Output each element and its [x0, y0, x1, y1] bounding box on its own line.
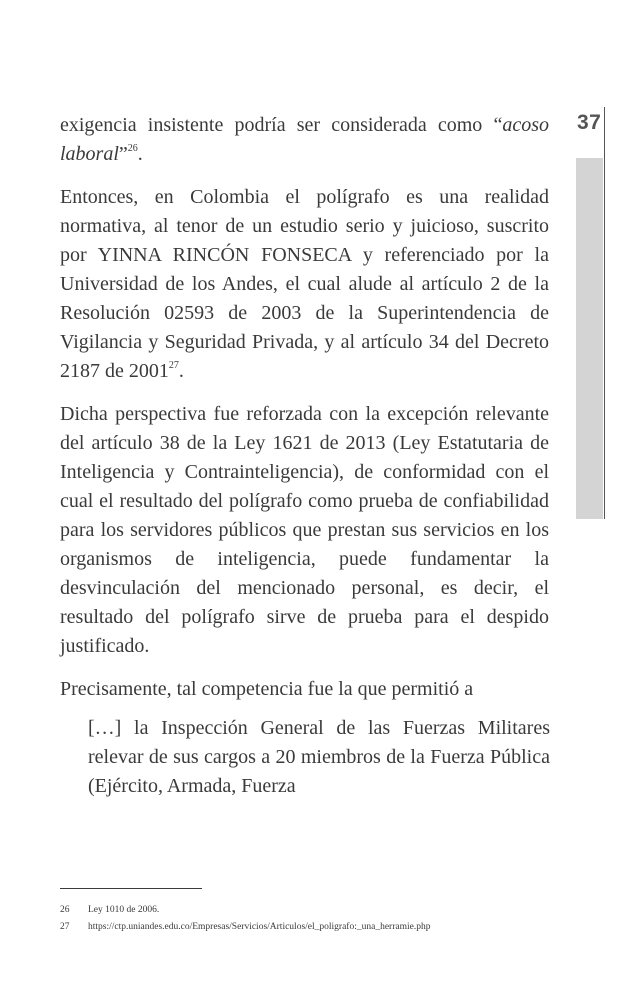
footnote-ref-26: 26 — [127, 143, 138, 154]
footnote-26 — [60, 902, 600, 919]
paragraph-2 — [60, 183, 549, 386]
paragraph-4: Precisamente, tal competencia fue la que permitió a — [60, 678, 474, 700]
block-quote: […] la Inspección General de las Fuerzas Militares relevar de sus cargos a 20 miembros de la Fuerza Pública (Ejército, Armada, Fuerza — [88, 717, 550, 797]
closing-quote: ” — [118, 143, 128, 165]
footnote-text: Ley 1010 de 2006. — [88, 905, 160, 915]
period: . — [137, 143, 143, 165]
quoted-term: acoso laboral — [60, 114, 549, 165]
paragraph-1 — [60, 111, 549, 169]
footnote-link[interactable]: https://ctp.uniandes.edu.co/Empresas/Servicios/Articulos/el_poligrafo:_una_herramie.php — [88, 922, 431, 932]
period: . — [178, 360, 184, 382]
footnote-number: 26 — [60, 905, 70, 915]
paragraph-1-text: exigencia insistente podría ser considerada como “ — [60, 114, 503, 136]
chapter-side-tab — [576, 158, 603, 519]
footnote-27 — [60, 919, 600, 936]
footnote-rule — [60, 888, 202, 889]
footnotes — [60, 902, 600, 936]
body-text — [60, 111, 549, 801]
footnote-number: 27 — [60, 922, 70, 932]
page-number: 37 — [577, 111, 602, 134]
margin-rule — [604, 107, 605, 519]
footnote-ref-27: 27 — [168, 360, 179, 371]
paragraph-3: Dicha perspectiva fue reforzada con la excepción relevante del artículo 38 de la Ley 1621 de 2013 (Ley Estatutaria de Inteligencia y Contrainteligencia), de conformidad con el cual el resultado del polígrafo como prueba de confiabilidad para los servidores públicos que prestan sus servicios en los organismos de inteligencia, puede fundamentar la desvinculación del mencionado personal, es decir, el resultado del polígrafo sirve de prueba para el despido justificado. — [60, 403, 549, 657]
paragraph-2-text: Entonces, en Colombia el polígrafo es una realidad normativa, al tenor de un estudio serio y juicioso, suscrito por YINNA RINCÓN FONSECA y referenciado por la Universidad de los Andes, el cual alude al artículo 2 de la Resolución 02593 de 2003 de la Superintendencia de Vigilancia y Seguridad Privada, y al artículo 34 del Decreto 2187 de 2001 — [60, 186, 549, 382]
